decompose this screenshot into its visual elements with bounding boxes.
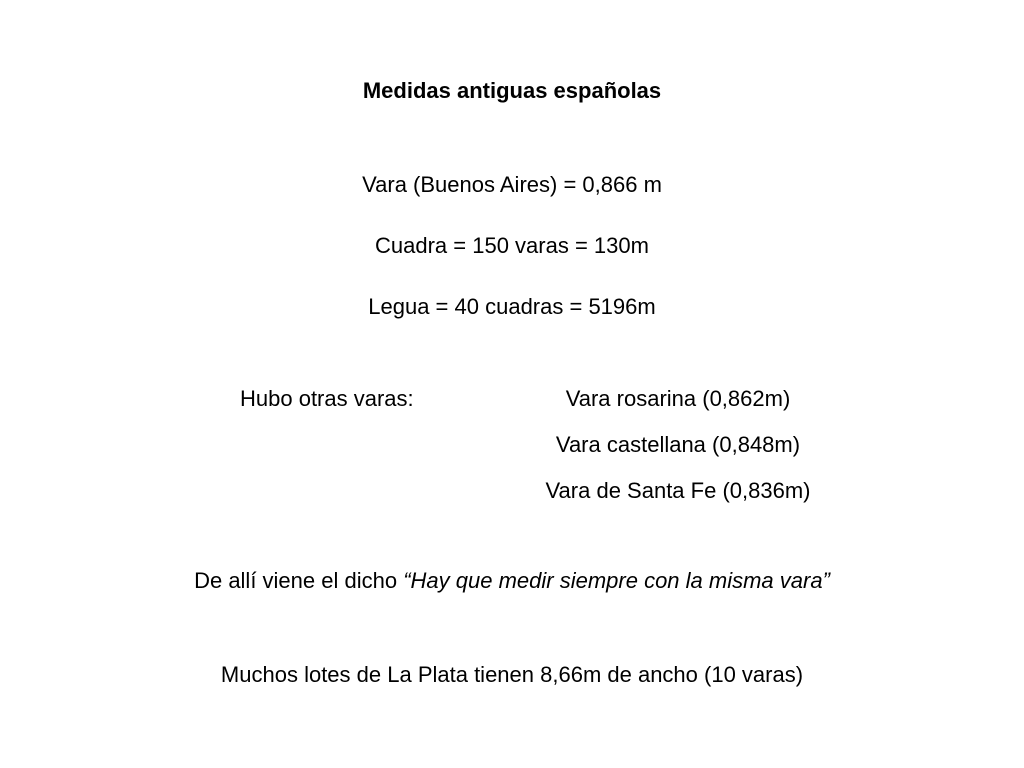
saying-quote: “Hay que medir siempre con la misma vara” — [403, 568, 830, 593]
other-varas-label: Hubo otras varas: — [240, 386, 414, 411]
saying-prefix: De allí viene el dicho — [194, 568, 404, 593]
slide-title: Medidas antiguas españolas — [362, 78, 662, 103]
other-vara-item: Vara castellana (0,848m) — [555, 432, 801, 457]
other-vara-item: Vara de Santa Fe (0,836m) — [545, 478, 811, 503]
other-vara-item: Vara rosarina (0,862m) — [565, 386, 791, 411]
equivalence-vara: Vara (Buenos Aires) = 0,866 m — [362, 172, 662, 197]
saying-line — [0, 568, 1024, 594]
la-plata-note: Muchos lotes de La Plata tienen 8,66m de ancho (10 varas) — [220, 662, 804, 687]
equivalence-legua: Legua = 40 cuadras = 5196m — [368, 294, 656, 319]
equivalence-cuadra: Cuadra = 150 varas = 130m — [375, 233, 649, 258]
